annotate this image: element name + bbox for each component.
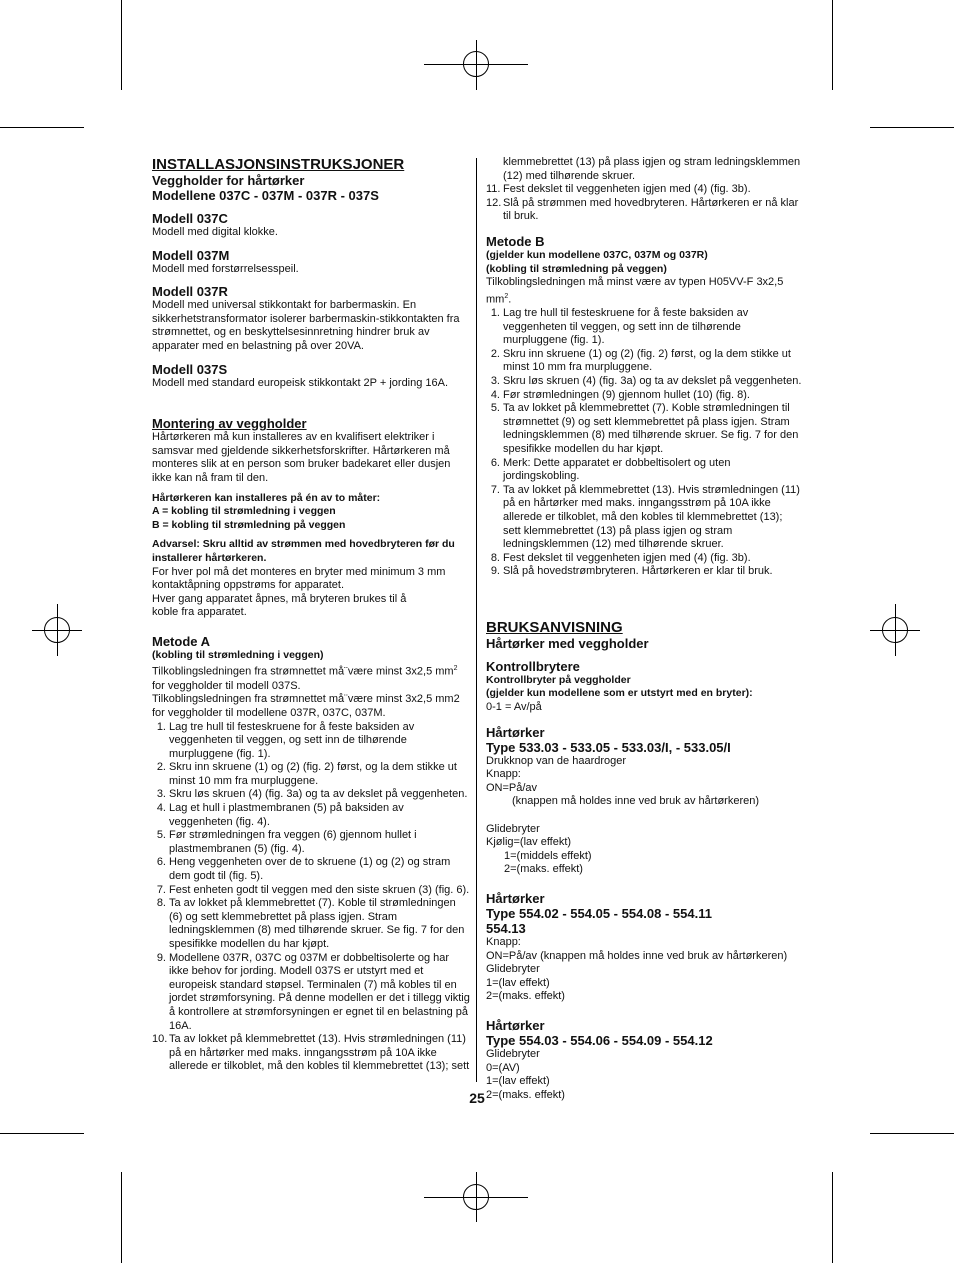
- method-a-subtitle: (kobling til strømledning i veggen): [152, 648, 324, 661]
- hairdryer-line: 1=(middels effekt): [504, 849, 592, 862]
- list-item: 5. Ta av lokket på klemmebrettet (7). Koble strømledningen til strømnettet (9) og sett klemmebrettet på plass igjen. Stram ledningsklemmen (8) med tilhørende skruer. Se fig. 7 for den spesifikke modellen du har kjøpt.: [490, 402, 799, 455]
- controls-value: 0-1 = Av/på: [486, 701, 542, 714]
- warning-bold: Advarsel: Skru alltid av strømmen med hovedbryteren før du installerer hårtørkeren.: [152, 538, 455, 564]
- usage-title: BRUKSANVISNING: [486, 618, 623, 636]
- warning-text: koble fra apparatet.: [152, 606, 247, 619]
- list-item: 2. Skru inn skruene (1) og (2) (fig. 2) først, og la dem stikke ut minst 10 mm fra murpluggene.: [490, 347, 791, 374]
- subtitle: Modellene 037C - 037M - 037R - 037S: [152, 188, 379, 203]
- usage-subtitle: Hårtørker med veggholder: [486, 635, 649, 651]
- list-item: 8. Fest dekslet til veggenheten igjen med (4) (fig. 3b).: [490, 551, 751, 564]
- hairdryer-line: 2=(maks. effekt): [486, 990, 565, 1003]
- method-a-steps: [152, 721, 470, 1074]
- method-a-text: Tilkoblingsledningen fra strømnettet må¨være minst 3x2,5 mm2 for veggholder til modellene 037R, 037C, 037M.: [152, 693, 460, 719]
- hairdryer-type: Type 533.03 - 533.05 - 533.03/I, - 533.05/I: [486, 739, 731, 755]
- hairdryer-type: 554.13: [486, 921, 526, 936]
- method-a-text: for veggholder til modell 037S.: [152, 679, 301, 692]
- method-b-subtitle: (gjelder kun modellene 037C, 037M og 037R): [486, 248, 708, 261]
- subtitle: Veggholder for hårtørker: [152, 173, 305, 188]
- list-item: 7. Ta av lokket på klemmebrettet (13). Hvis strømledningen (11) på en hårtørker med maks. inngangsstrøm på 10A ikke allerede er tilkoblet, må den kobles til klemmebrettet (13); sett klemmebrettet (13) på plass igjen og stram ledningsklemmen (12) med tilhørende skruer.: [490, 483, 800, 551]
- crop-mark: [0, 1133, 84, 1134]
- install-way-a: A = kobling til strømledning i veggen: [152, 505, 336, 518]
- list-item: 9. Slå på hovedstrømbryteren. Hårtørkeren er klar til bruk.: [490, 565, 773, 578]
- model-description: Modell med digital klokke.: [152, 226, 278, 238]
- mounting-text: Hårtørkeren må kun installeres av en kvalifisert elektriker i samsvar med gjeldende sikkerhetsforskrifter. Hårtørkeren må monteres slik at en person som bruker badekaret eller dusjen ikke kan nå fram til den.: [152, 431, 451, 484]
- method-a-steps-end: [486, 183, 802, 224]
- list-item: 8. Ta av lokket på klemmebrettet (7). Koble til strømledningen (6) og sett klemmebrettet på plass igjen. Stram ledningsklemmen (8) med tilhørende skruer. Se fig. 7 for den spesifikke modellen du har kjøpt.: [156, 897, 465, 950]
- list-item: 6. Merk: Dette apparatet er dobbeltisolert og uten jordingskobling.: [490, 456, 731, 483]
- model-description: Modell med forstørrelsesspeil.: [152, 262, 299, 275]
- column-divider: [476, 158, 477, 1082]
- hairdryer-line: Kjølig=(lav effekt): [486, 836, 572, 849]
- install-ways-title: Hårtørkeren kan installeres på én av to måter:: [152, 491, 381, 504]
- hairdryer-heading: Hårtørker: [486, 724, 545, 740]
- list-item: 5. Før strømledningen fra veggen (6) gjennom hullet i plastmembranen (5) (fig. 4).: [156, 829, 417, 855]
- crop-mark: [870, 127, 954, 128]
- crop-mark: [0, 127, 84, 128]
- hairdryer-line: 0=(AV): [486, 1061, 520, 1074]
- warning-text: For hver pol må det monteres en bryter med minimum 3 mm kontaktåpning oppstrøms for apparatet.: [152, 565, 446, 592]
- install-way-b: B = kobling til strømledning på veggen: [152, 518, 346, 531]
- method-a-heading: Metode A: [152, 633, 211, 649]
- model-heading: Modell 037R: [152, 284, 228, 300]
- hairdryer-type: Type 554.03 - 554.06 - 554.09 - 554.12: [486, 1032, 713, 1048]
- crop-mark: [870, 1133, 954, 1134]
- hairdryer-line: 1=(lav effekt): [486, 1075, 550, 1088]
- list-item: 10. Ta av lokket på klemmebrettet (13). Hvis strømledningen (11) på en hårtørker med maks. inngangsstrøm på 10A ikke allerede er tilkoblet, må den kobles til klemmebrettet (13); sett: [152, 1033, 470, 1073]
- controls-bold: (gjelder kun modellene som er utstyrt med en bryter):: [486, 687, 753, 700]
- hairdryer-line: ON=På/av (knappen må holdes inne ved bruk av hårtørkeren): [486, 949, 788, 962]
- list-item: 9. Modellene 037R, 037C og 037M er dobbeltisolerte og har ikke behov for jording. Modell 037S er utstyrt med et europeisk standard støpsel. Terminalen (7) må kobles til en jordet strømforsyning. På denne modellen er det i tillegg viktig å kontrollere at strømforsyningen er egnet til en belastning på 16A.: [156, 951, 470, 1032]
- model-description: Modell med universal stikkontakt for barbermaskin. En sikkerhetstransformator isolerer barbermaskin-stikkontakten fra strømnettet, og en beskyttelsesinnretning hindrer bruk av apparater med en belastning på over 20VA.: [152, 299, 460, 352]
- hairdryer-line: ON=På/av: [486, 781, 538, 794]
- mounting-heading: Montering av veggholder: [152, 416, 307, 432]
- hairdryer-note: (knappen må holdes inne ved bruk av hårtørkeren): [512, 795, 760, 808]
- list-item: 3. Skru løs skruen (4) (fig. 3a) og ta av dekslet på veggenheten.: [156, 788, 468, 801]
- hairdryer-type: Type 554.02 - 554.05 - 554.08 - 554.11: [486, 906, 712, 921]
- list-item: 1. Lag tre hull til festeskruene for å feste baksiden av veggenheten til veggen, og sett inn de tilhørende murpluggene (fig. 1).: [490, 307, 749, 347]
- left-column: [152, 156, 470, 1074]
- hairdryer-heading: Hårtørker: [486, 891, 545, 906]
- list-item: 12. Slå på strømmen med hovedbryteren. Hårtørkeren er nå klar til bruk.: [486, 196, 799, 223]
- continued-text: klemmebrettet (13) på plass igjen og stram ledningsklemmen (12) med tilhørende skruer.: [503, 156, 801, 182]
- section-title: INSTALLASJONSINSTRUKSJONER: [152, 156, 405, 173]
- list-item: 4. Før strømledningen (9) gjennom hullet (10) (fig. 8).: [490, 388, 750, 401]
- right-column: [486, 156, 802, 1102]
- hairdryer-heading: Hårtørker: [486, 1017, 545, 1033]
- model-heading: Modell 037C: [152, 211, 228, 226]
- list-item: 3. Skru løs skruen (4) (fig. 3a) og ta av dekslet på veggenheten.: [490, 374, 802, 387]
- list-item: 2. Skru inn skruene (1) og (2) (fig. 2) først, og la dem stikke ut minst 10 mm fra murpluggene.: [156, 761, 457, 787]
- model-heading: Modell 037M: [152, 247, 230, 263]
- warning-text: Hver gang apparatet åpnes, må bryteren brukes til å: [152, 592, 407, 605]
- hairdryer-line: Glidebryter: [486, 822, 540, 835]
- hairdryer-line: 2=(maks. effekt): [504, 863, 583, 876]
- crop-mark: [121, 0, 122, 90]
- list-item: 6. Heng veggenheten over de to skruene (1) og (2) og stram dem godt til (fig. 5).: [156, 856, 451, 883]
- method-a-text: Tilkoblingsledningen fra strømnettet må¨være minst 3x2,5 $mm^2$: [152, 665, 458, 679]
- crop-mark: [832, 1172, 833, 1263]
- controls-bold: Kontrollbryter på veggholder: [486, 673, 631, 686]
- page-number: 25: [469, 1090, 485, 1106]
- hairdryer-line: Drukknop van de haardroger: [486, 754, 627, 767]
- hairdryer-line: Knapp:: [486, 936, 521, 948]
- list-item: 4. Lag et hull i plastmembranen (5) på baksiden av veggenheten (fig. 4).: [156, 802, 404, 828]
- hairdryer-line: Glidebryter: [486, 1047, 540, 1060]
- list-item: 7. Fest enheten godt til veggen med den siste skruen (3) (fig. 6).: [156, 883, 470, 896]
- method-b-subtitle: (kobling til strømledning på veggen): [486, 262, 667, 275]
- method-b-heading: Metode B: [486, 233, 545, 249]
- controls-heading: Kontrollbrytere: [486, 658, 580, 674]
- crop-mark: [121, 1172, 122, 1263]
- method-b-text: Tilkoblingsledningen må minst være av typen H05VV-F 3x2,5 $mm^2$.: [486, 276, 784, 306]
- hairdryer-line: Glidebryter: [486, 963, 540, 976]
- hairdryer-line: Knapp:: [486, 768, 521, 781]
- crop-mark: [832, 0, 833, 90]
- model-description: Modell med standard europeisk stikkontakt 2P + jording 16A.: [152, 376, 449, 389]
- list-item: 11. Fest dekslet til veggenheten igjen med (4) (fig. 3b).: [486, 183, 751, 196]
- method-b-steps: [486, 307, 802, 579]
- hairdryer-line: 2=(maks. effekt): [486, 1088, 565, 1101]
- model-heading: Modell 037S: [152, 361, 228, 377]
- hairdryer-line: 1=(lav effekt): [486, 976, 550, 989]
- list-item: 1. Lag tre hull til festeskruene for å feste baksiden av veggenheten til veggen, og sett inn de tilhørende murpluggene (fig. 1).: [156, 720, 415, 760]
